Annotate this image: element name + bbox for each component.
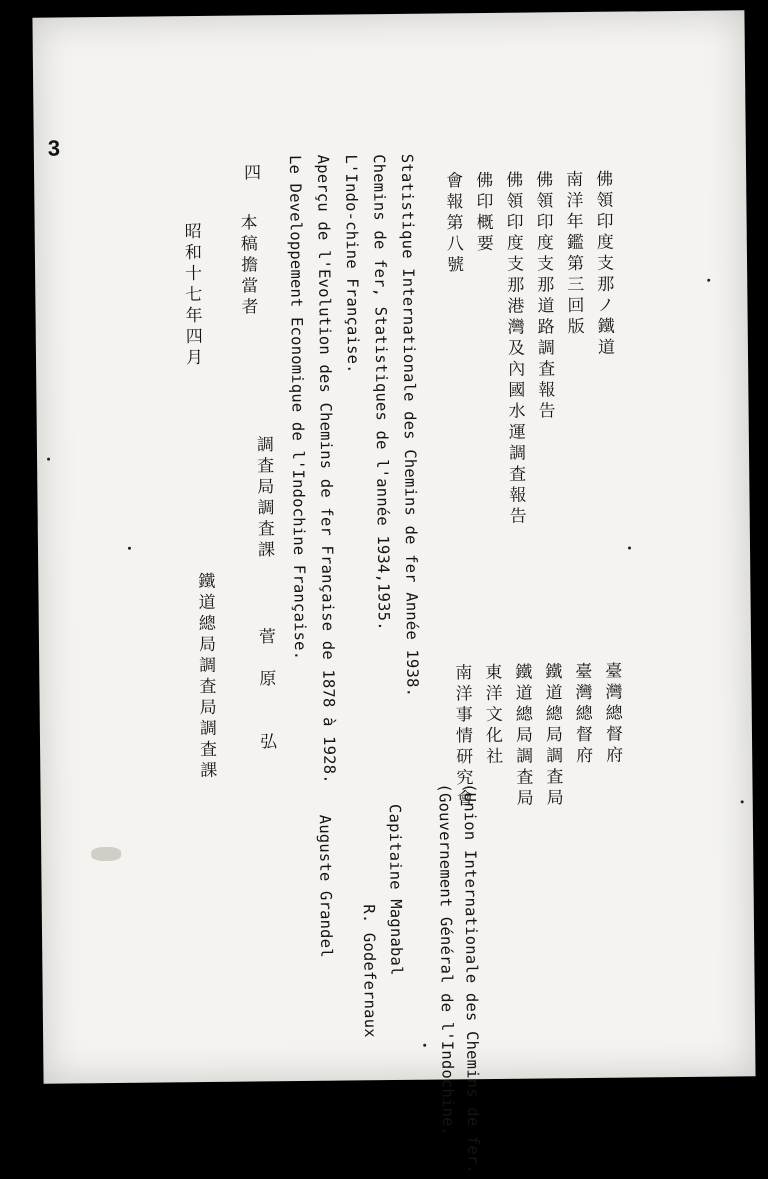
jp-title-3: 佛領印度支那道路調査報告	[532, 170, 555, 423]
jp-title-6: 會報第八號	[442, 171, 464, 277]
fr-source-2: (Gouvernement Général de l'Indochine.	[435, 783, 458, 1137]
scan-speck	[423, 1044, 426, 1047]
page-number: 3	[47, 135, 61, 161]
jp-title-5: 佛印概要	[472, 170, 493, 256]
jp-title-4: 佛領印度支那港灣及內國水運調査報告	[502, 170, 526, 528]
fr-title-1: Statistique Internationale des Chemins de fer Année 1938.	[397, 153, 422, 698]
fr-source-3: Capitaine Magnabal	[385, 803, 406, 976]
scan-speck	[47, 458, 50, 461]
jp-publisher-1: 臺灣總督府	[601, 661, 623, 767]
fr-source-5: Auguste Grandel	[315, 814, 336, 958]
jp-publisher-5: 東洋文化社	[481, 662, 503, 769]
fr-title-2: Chemins de fer, Statistiques de l'année 1934,1935.	[369, 154, 393, 631]
scan-smudge	[91, 847, 121, 861]
jp-publisher-6: 南洋事情研究會	[451, 663, 473, 811]
jp-publisher-3: 鐵道總局調査局	[541, 662, 563, 810]
scan-speck	[741, 800, 744, 803]
scan-speck	[628, 547, 631, 550]
issuer: 鐵道總局調査局調査課	[194, 571, 217, 783]
section-four-department: 調査局調査課	[252, 435, 275, 562]
jp-title-2: 南洋年鑑第三回版	[562, 170, 584, 339]
fr-title-5: Le Developpement Economique de l'Indochine Française.	[285, 154, 310, 661]
fr-title-4: Aperçu de l'Evolution des Chemins de fer Française de 1878 à 1928.	[313, 154, 339, 784]
section-four-text: 本稿擔當者	[236, 213, 258, 319]
jp-publisher-4: 鐵道總局調査局	[511, 662, 533, 810]
scan-speck	[128, 547, 131, 550]
fr-title-3: L'Indo-chine Française.	[341, 154, 363, 374]
jp-publisher-2: 臺灣總督府	[571, 661, 593, 768]
fr-source-1: (Union Internationale des Chemins de fer.	[460, 783, 483, 1175]
section-four-marker: 四	[239, 163, 261, 185]
document-page	[32, 10, 755, 1175]
jp-title-1: 佛領印度支那ノ鐵道	[592, 169, 615, 359]
document-date: 昭和十七年四月	[180, 222, 203, 370]
section-four-name: 菅 原 弘	[254, 627, 277, 754]
fr-source-4: R. Godefernaux	[359, 904, 380, 1038]
scan-speck	[707, 279, 710, 282]
